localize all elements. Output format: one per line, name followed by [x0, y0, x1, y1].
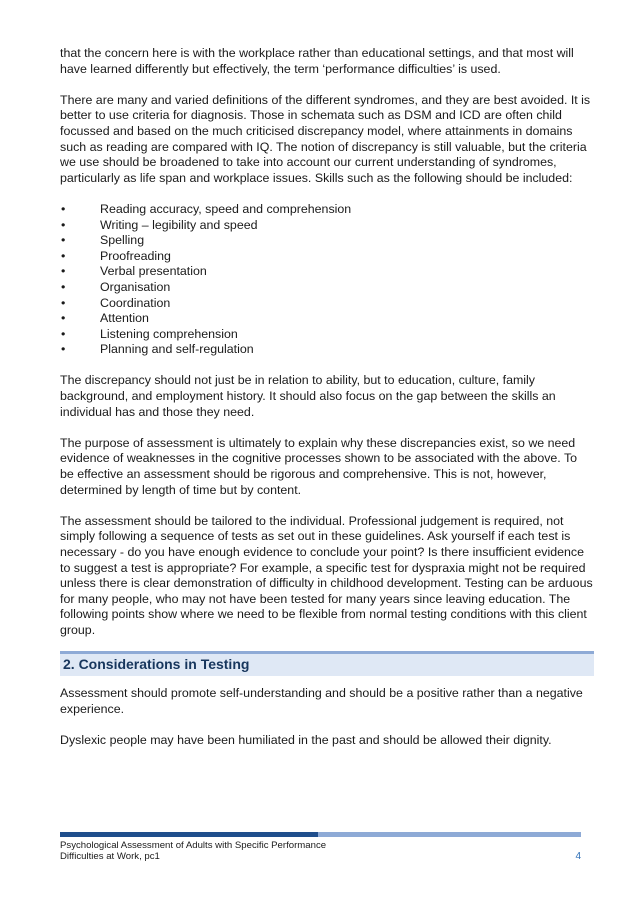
list-item: • Reading accuracy, speed and comprehension: [61, 201, 352, 216]
section-body: [60, 686, 594, 748]
list-item: • Proofreading: [61, 248, 171, 263]
section-heading: 2. Considerations in Testing: [60, 651, 594, 677]
paragraph-tailoring: The assessment should be tailored to the individual. Professional judgement is required, not simply following a sequence of tests as set out in these guidelines. Ask yourself if each test is necessary - do you have enough evidence to conclude your point? Is there insufficient evidence to suggest a test is appropriate? For example, a specific test for dyspraxia might not be required unless there is clear demonstration of difficulty in childhood development. Testing can be arduous for many people, who may not have been tested for many years since leaving education. The following points show where we need to be flexible from normal testing conditions with this client group.: [60, 513, 593, 637]
footer-rule-light: [318, 832, 581, 837]
footer-rule-dark: [60, 832, 318, 837]
bullet-icon: •: [61, 248, 66, 263]
bullet-icon: •: [61, 217, 66, 232]
page-number: 4: [575, 851, 581, 862]
skills-list: [60, 202, 594, 358]
footer-rule: [60, 832, 581, 837]
bullet-icon: •: [61, 264, 66, 279]
footer-title: [60, 840, 581, 862]
list-item: • Organisation: [61, 279, 171, 294]
bullet-icon: •: [61, 201, 66, 216]
paragraph-discrepancy: The discrepancy should not just be in relation to ability, but to education, culture, family background, and employment history. It should also focus on the gap between the skills an individual has and those they need.: [60, 373, 556, 419]
paragraph-purpose: The purpose of assessment is ultimately to explain why these discrepancies exist, so we need evidence of weaknesses in the cognitive processes shown to be associated with the above. To be effective an assessment should be rigorous and comprehensive. This is not, however, determined by length of time but by content.: [60, 435, 578, 497]
list-item: • Planning and self-regulation: [61, 342, 254, 357]
footer-title-line2: Difficulties at Work, pc1: [60, 851, 160, 862]
paragraph-dignity: Dyslexic people may have been humiliated in the past and should be allowed their dignity.: [60, 732, 552, 747]
page-footer: [60, 832, 581, 862]
list-item: • Verbal presentation: [61, 264, 207, 279]
bullet-icon: •: [61, 342, 66, 357]
paragraph-intro: that the concern here is with the workplace rather than educational settings, and that most will have learned differently but effectively, the term ‘performance difficulties’ is used.: [60, 46, 574, 76]
paragraph-self-understanding: Assessment should promote self-understanding and should be a positive rather than a negative experience.: [60, 686, 583, 716]
bullet-icon: •: [61, 233, 66, 248]
list-item: • Spelling: [61, 233, 145, 248]
bullet-icon: •: [61, 326, 66, 341]
paragraph-definitions: There are many and varied definitions of the different syndromes, and they are best avoided. It is better to use criteria for diagnosis. Those in schemata such as DSM and ICD are often child focussed and based on the much criticised discrepancy model, where attainments in domains such as reading are compared with IQ. The notion of discrepancy is still valuable, but the criteria we use should be broadened to take into account our current understanding of syndromes, particularly as life span and workplace issues. Skills such as the following should be included:: [60, 92, 591, 185]
bullet-icon: •: [61, 295, 66, 310]
page-body: [60, 46, 594, 764]
list-item: • Writing – legibility and speed: [61, 217, 258, 232]
bullet-icon: •: [61, 311, 66, 326]
list-item: • Listening comprehension: [61, 326, 238, 341]
footer-title-line1: Psychological Assessment of Adults with Specific Performance: [60, 840, 327, 851]
list-item: • Attention: [61, 311, 149, 326]
bullet-icon: •: [61, 279, 66, 294]
list-item: • Coordination: [61, 295, 171, 310]
